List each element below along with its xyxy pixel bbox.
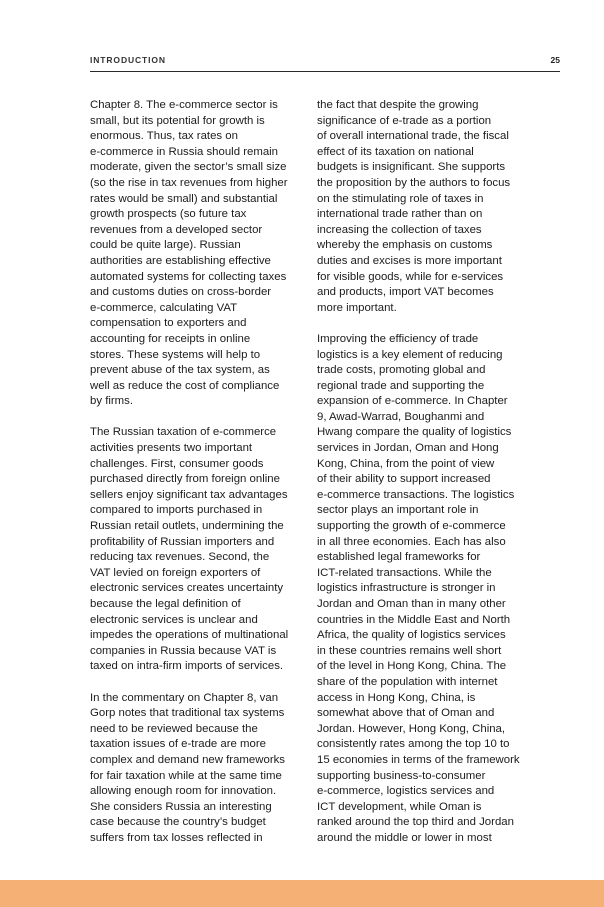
text-line: suffers from tax losses reflected in [90, 831, 263, 844]
text-line: for visible goods, while for e-services [317, 270, 504, 283]
text-line: of overall international trade, the fiscal [317, 130, 509, 143]
text-line: prevent abuse of the tax system, as [90, 364, 270, 377]
text-line: international trade rather than on [317, 208, 483, 221]
text-line: taxation issues of e-trade are more [90, 738, 267, 751]
text-line: supporting business-to-consumer [317, 769, 486, 782]
text-line: somewhat above that of Oman and [317, 707, 495, 720]
text-line: accounting for receipts in online [90, 332, 251, 345]
paragraph [90, 691, 304, 847]
paragraph [90, 98, 304, 410]
text-line: companies in Russia because VAT is [90, 644, 277, 657]
text-line: Jordan. However, Hong Kong, China, [317, 722, 506, 735]
text-line: small, but its potential for growth is [90, 114, 265, 127]
text-line: impedes the operations of multinational [90, 629, 289, 642]
text-line: taxed on intra-firm imports of services. [90, 660, 284, 673]
right-column [317, 98, 533, 862]
text-line: well as reduce the cost of compliance [90, 379, 280, 392]
text-line: and customs duties on cross-border [90, 286, 272, 299]
text-line: e-commerce, calculating VAT [90, 301, 238, 314]
text-line: electronic services is unclear and [90, 613, 258, 626]
text-line: on the stimulating role of taxes in [317, 192, 484, 205]
text-line: ranked around the top third and Jordan [317, 816, 514, 829]
text-line: because the legal definition of [90, 598, 241, 610]
text-line: access in Hong Kong, China, is [317, 691, 476, 704]
text-line: e-commerce, logistics services and [317, 785, 495, 798]
text-line: by firms. [90, 395, 134, 408]
text-line: moderate, given the sector’s small size [90, 161, 287, 174]
text-line: stores. These systems will help to [90, 348, 261, 361]
text-line: duties and excises is more important [317, 254, 502, 267]
page-number: 25 [550, 55, 560, 65]
text-line: need to be reviewed because the [90, 722, 258, 735]
text-line: Russian retail outlets, undermining the [90, 520, 284, 533]
text-line: Kong, China, from the point of view [317, 457, 495, 470]
text-line: 9, Awad-Warrad, Boughanmi and [317, 410, 485, 423]
text-line: The Russian taxation of e-commerce [90, 426, 277, 439]
text-line: In the commentary on Chapter 8, van [90, 691, 279, 704]
text-line: effect of its taxation on national [317, 145, 474, 158]
text-line: She considers Russia an interesting [90, 800, 272, 813]
left-column [90, 98, 304, 862]
text-line: logistics is a key element of reducing [317, 348, 503, 361]
text-line: Improving the efficiency of trade [317, 332, 479, 345]
text-line: ICT development, while Oman is [317, 800, 482, 813]
text-line: profitability of Russian importers and [90, 535, 275, 548]
text-line: consistently rates among the top 10 to [317, 738, 510, 751]
paragraph [317, 98, 533, 316]
text-line: more important. [317, 301, 397, 314]
text-line: significance of e-trade as a portion [317, 114, 492, 127]
text-line: electronic services creates uncertainty [90, 582, 284, 595]
text-line: the proposition by the authors to focus [317, 176, 511, 189]
text-line: sellers enjoy significant tax advantages [90, 488, 288, 501]
text-line: compared to imports purchased in [90, 504, 263, 517]
section-title: INTRODUCTION [90, 55, 166, 65]
text-line: 15 economies in terms of the framework [317, 753, 520, 766]
text-line: e-commerce in Russia should remain [90, 145, 279, 158]
text-line: revenues from a developed sector [90, 223, 263, 236]
text-line: Jordan and Oman than in many other [317, 598, 506, 610]
text-line: expansion of e-commerce. In Chapter [317, 395, 508, 408]
text-line: growth prospects (so future tax [90, 208, 247, 221]
text-line: in all three economies. Each has also [317, 535, 506, 548]
footer-band [0, 880, 604, 907]
text-line: services in Jordan, Oman and Hong [317, 442, 499, 455]
text-line: regional trade and supporting the [317, 379, 485, 392]
text-line: the fact that despite the growing [317, 99, 479, 111]
text-line: authorities are establishing effective [90, 254, 271, 267]
paragraph [317, 332, 533, 847]
text-line: complex and demand new frameworks [90, 753, 285, 766]
text-line: (so the rise in tax revenues from higher [90, 176, 288, 189]
text-line: of their ability to support increased [317, 473, 491, 486]
text-line: automated systems for collecting taxes [90, 270, 287, 283]
text-line: Chapter 8. The e-commerce sector is [90, 99, 278, 111]
text-line: trade costs, promoting global and [317, 364, 486, 377]
text-line: e-commerce transactions. The logistics [317, 488, 515, 501]
text-line: sector plays an important role in [317, 504, 479, 517]
text-line: challenges. First, consumer goods [90, 457, 264, 470]
text-line: around the middle or lower in most [317, 831, 492, 844]
text-line: for fair taxation while at the same time [90, 769, 282, 782]
text-line: rates would be small) and substantial [90, 192, 278, 205]
text-line: established legal frameworks for [317, 551, 481, 564]
text-line: reducing tax revenues. Second, the [90, 551, 270, 564]
text-line: activities presents two important [90, 442, 253, 455]
text-line: supporting the growth of e-commerce [317, 520, 506, 533]
text-line: and products, import VAT becomes [317, 286, 494, 299]
running-header [90, 55, 560, 72]
text-line: increasing the collection of taxes [317, 223, 482, 236]
text-line: allowing enough room for innovation. [90, 785, 277, 798]
text-line: enormous. Thus, tax rates on [90, 130, 238, 143]
paragraph [90, 425, 304, 675]
text-line: Hwang compare the quality of logistics [317, 426, 512, 439]
text-line: case because the country’s budget [90, 816, 266, 829]
text-line: VAT levied on foreign exporters of [90, 566, 261, 579]
text-line: whereby the emphasis on customs [317, 239, 493, 252]
text-line: logistics infrastructure is stronger in [317, 582, 496, 595]
text-line: Gorp notes that traditional tax systems [90, 707, 285, 720]
text-line: share of the population with internet [317, 675, 498, 688]
text-line: of the level in Hong Kong, China. The [317, 660, 507, 673]
text-line: purchased directly from foreign online [90, 473, 280, 486]
text-line: budgets is insignificant. She supports [317, 161, 506, 174]
text-line: countries in the Middle East and North [317, 613, 511, 626]
text-line: in these countries remains well short [317, 644, 502, 657]
text-line: Africa, the quality of logistics services [317, 629, 506, 642]
text-line: could be quite large). Russian [90, 239, 241, 252]
text-line: ICT-related transactions. While the [317, 566, 492, 579]
text-line: compensation to exporters and [90, 317, 247, 330]
